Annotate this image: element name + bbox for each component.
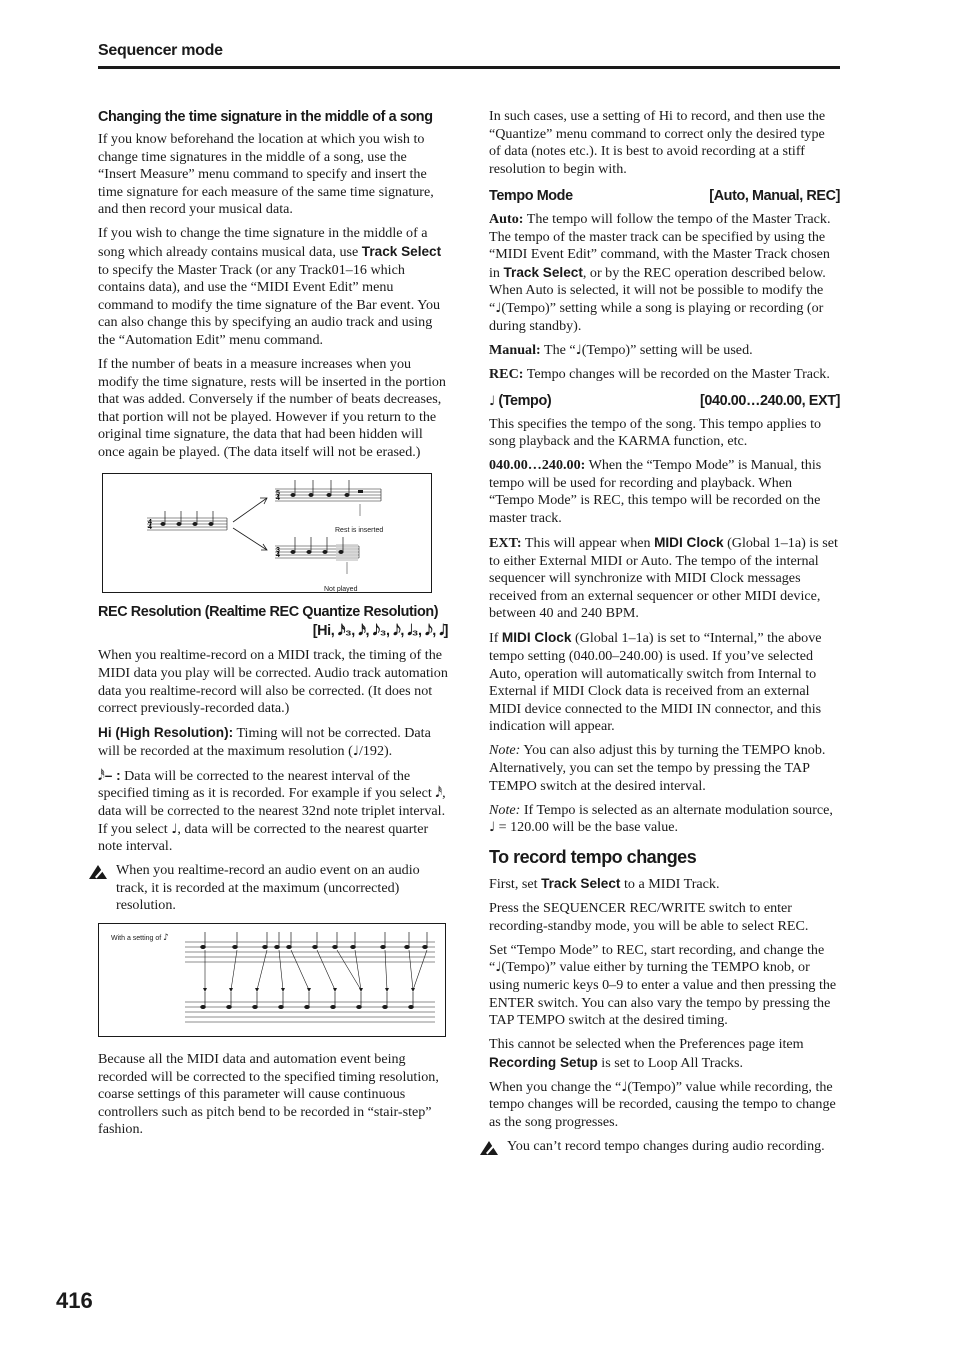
note-2: Note: If Tempo is selected as an alternate modulation source, ♩ = 120.00 will be the base value. xyxy=(489,801,833,836)
audio-warning: When you realtime-record an audio event on an audio track, it is recorded at the maximum (uncorrected) resolution. xyxy=(98,862,448,915)
quarter-note-icon: ♩ xyxy=(621,1079,628,1095)
value-description: 040.00…240.00: When the “Tempo Mode” is Manual, this tempo will be used for recording and playback. When “Tempo Mode” is REC, this tempo will be recorded on the master track. xyxy=(489,457,822,527)
hi-description: Hi (High Resolution): Timing will not be corrected. Data will be recorded at the maximum resolution (♩/192). xyxy=(98,725,431,759)
setting-label: With a setting of ♪ xyxy=(111,932,169,943)
record-step-5: When you change the “♩(Tempo)” value while recording, the tempo changes will be recorded, causing the tempo to change as the song progresses. xyxy=(489,1078,836,1130)
quarter-note-icon: ♩ xyxy=(495,300,502,316)
tempo-paragraph-1: This specifies the tempo of the song. This tempo applies to song playback and the KARMA function, etc. xyxy=(489,415,822,450)
record-step-3: Set “Tempo Mode” to REC, start recording, and change the “♩(Tempo)” value either by turning the TEMPO knob, or using numeric keys 0–9 to enter a value and then pressing the ENTER switch. You can also vary the tempo by pressing the TAP TEMPO switch at the desired timing. xyxy=(489,941,837,1029)
svg-text:3: 3 xyxy=(276,547,280,555)
svg-text:4: 4 xyxy=(148,524,152,532)
rec-resolution-heading: REC Resolution (Realtime REC Quantize Resolution) [Hi, 𝅘𝅥𝅯₃, 𝅘𝅥𝅯, 𝅘𝅥𝅮₃, 𝅘𝅥𝅮, 𝅘𝅥₃, 𝅘𝅥𝅮, 𝅘𝅥] xyxy=(98,604,448,640)
rec-description: REC: Tempo changes will be recorded on the Master Track. xyxy=(489,365,830,382)
quarter-note-icon: ♩ xyxy=(352,743,359,759)
rec-paragraph-2: Because all the MIDI data and automation event being recorded will be corrected to the specified timing resolution, coarse settings of this parameter will cause continuous controllers such as pitch bend to be recorded in “stair-step” fashion. xyxy=(98,1050,439,1138)
svg-text:5: 5 xyxy=(276,490,280,498)
ts-paragraph-2: If you wish to change the time signature in the middle of a song which already contains musical data, use Track Select to specify the Master Track (or any Track01–16 which contains data), and use the “MIDI Event Edit” menu command to modify the time signature of the Bar event. You can also change this by specifying an audio track and using the “Automation Edit” menu command. xyxy=(98,225,442,348)
quarter-note-icon: ♩ xyxy=(489,394,495,410)
auto-description: Auto: The tempo will follow the tempo of the Master Track. The tempo of the master track can be specified by using the “MIDI Event Edit” command, with the Master Track chosen in Track Select, or by the REC operation described below. When Auto is selected, it will not be possible to modify the “♩(Tempo)” setting while a song is playing or recording (or during standby). xyxy=(489,210,831,334)
running-header xyxy=(98,42,840,60)
svg-text:4: 4 xyxy=(276,552,280,560)
quarter-note-icon: ♩ xyxy=(171,821,178,837)
svg-text:4: 4 xyxy=(148,519,152,527)
header-rule xyxy=(98,66,840,69)
quarter-note-icon: ♩ xyxy=(495,960,502,976)
record-step-1: First, set Track Select to a MIDI Track. xyxy=(489,876,720,893)
manual-description: Manual: The “♩(Tempo)” setting will be used. xyxy=(489,341,753,358)
not-played-label: Not played xyxy=(324,586,358,594)
time-signature-heading: Changing the time signature in the middle of a song xyxy=(98,109,433,125)
quantize-figure xyxy=(98,923,446,1037)
midi-clock-paragraph: If MIDI Clock (Global 1–1a) is set to “Internal,” the above tempo setting (040.00–240.00) is used. If you’ve selected Auto, operation will automatically switch from Internal to External if MIDI Clock data is received from an external MIDI device connected to the MIDI IN connector, and this indication will appear. xyxy=(489,630,822,735)
eighth-note-icon: ♪ xyxy=(163,932,169,943)
right-column xyxy=(489,108,840,1162)
ts-paragraph-3: If the number of beats in a measure increases when you modify the time signature, rests will be inserted in the portion that was added. Conversely if the number of beats decreases, that portion will not be played. However if you return to the original time signature, the data that had been hidden will once again be played. (The data itself will not be erased.) xyxy=(98,355,446,460)
rec-resolution-range: [Hi, 𝅘𝅥𝅯₃, 𝅘𝅥𝅯, 𝅘𝅥𝅮₃, 𝅘𝅥𝅮, 𝅘𝅥₃, 𝅘𝅥𝅮, 𝅘𝅥] xyxy=(312,623,448,640)
32nd-triplet-note-icon: 𝅘𝅥𝅰 xyxy=(435,786,443,802)
rec-paragraph-1: When you realtime-record on a MIDI track, the timing of the MIDI data you play will be corrected. Audio track automation data you realtime-record will also be corrected. (It does not correct previously-recorded data.) xyxy=(98,647,448,717)
note-1: Note: You can also adjust this by turning the TEMPO knob. Alternatively, you can set the tempo by pressing the TAP TEMPO switch at the desired interval. xyxy=(489,742,826,794)
record-step-2: Press the SEQUENCER REC/WRITE switch to enter recording-standby mode, you will be able to select REC. xyxy=(489,900,809,934)
warning-pen-icon xyxy=(479,1140,499,1156)
svg-text:4: 4 xyxy=(276,495,280,503)
range-description: 𝅘𝅥𝅰– : Data will be corrected to the nearest interval of the specified timing as it is recorded. For example if you select 𝅘𝅥𝅰, data will be corrected to the nearest 32nd note triplet interval. If you select ♩, data will be corrected to the nearest quarter note interval. xyxy=(98,767,446,855)
intro-paragraph: In such cases, use a setting of Hi to record, and then use the “Quantize” menu command to correct only the desired type of data (notes etc.). It is best to avoid recording at a stiff resolution to begin with. xyxy=(489,108,826,177)
ext-description: EXT: This will appear when MIDI Clock (Global 1–1a) is set to either External MIDI or Auto. The tempo of the internal sequencer will synchronize with MIDI Clock messages received from an external sequencer or other MIDI device, between 40 and 240 BPM. xyxy=(489,535,838,622)
quarter-note-icon: ♩ xyxy=(575,342,582,358)
32nd-triplet-note-icon: 𝅘𝅥𝅰 xyxy=(98,768,105,784)
page-number: 416 xyxy=(56,1288,93,1313)
tempo-heading: ♩ (Tempo) [040.00…240.00, EXT] xyxy=(489,393,840,410)
warning-pen-icon xyxy=(88,864,108,880)
ts-paragraph-1: If you know beforehand the location at which you wish to change time signatures in the middle of a song, use the “Insert Measure” menu command to specify and insert the time signature for each measure of the same time signature, and then record your musical data. xyxy=(98,131,434,218)
record-step-4: This cannot be selected when the Preferences page item Recording Setup is set to Loop All Tracks. xyxy=(489,1036,804,1071)
record-tempo-heading: To record tempo changes xyxy=(489,846,697,867)
tempo-audio-warning: You can’t record tempo changes during audio recording. xyxy=(489,1138,840,1156)
quarter-note-icon: ♩ xyxy=(489,820,496,836)
time-signature-figure xyxy=(102,473,432,593)
track-select-term: Track Select xyxy=(361,243,442,259)
inserted-rest xyxy=(358,490,363,493)
left-column xyxy=(98,108,448,1145)
rest-inserted-label: Rest is inserted xyxy=(335,527,384,535)
tempo-mode-heading: Tempo Mode [Auto, Manual, REC] xyxy=(489,188,840,205)
section-title: Sequencer mode xyxy=(98,42,223,59)
